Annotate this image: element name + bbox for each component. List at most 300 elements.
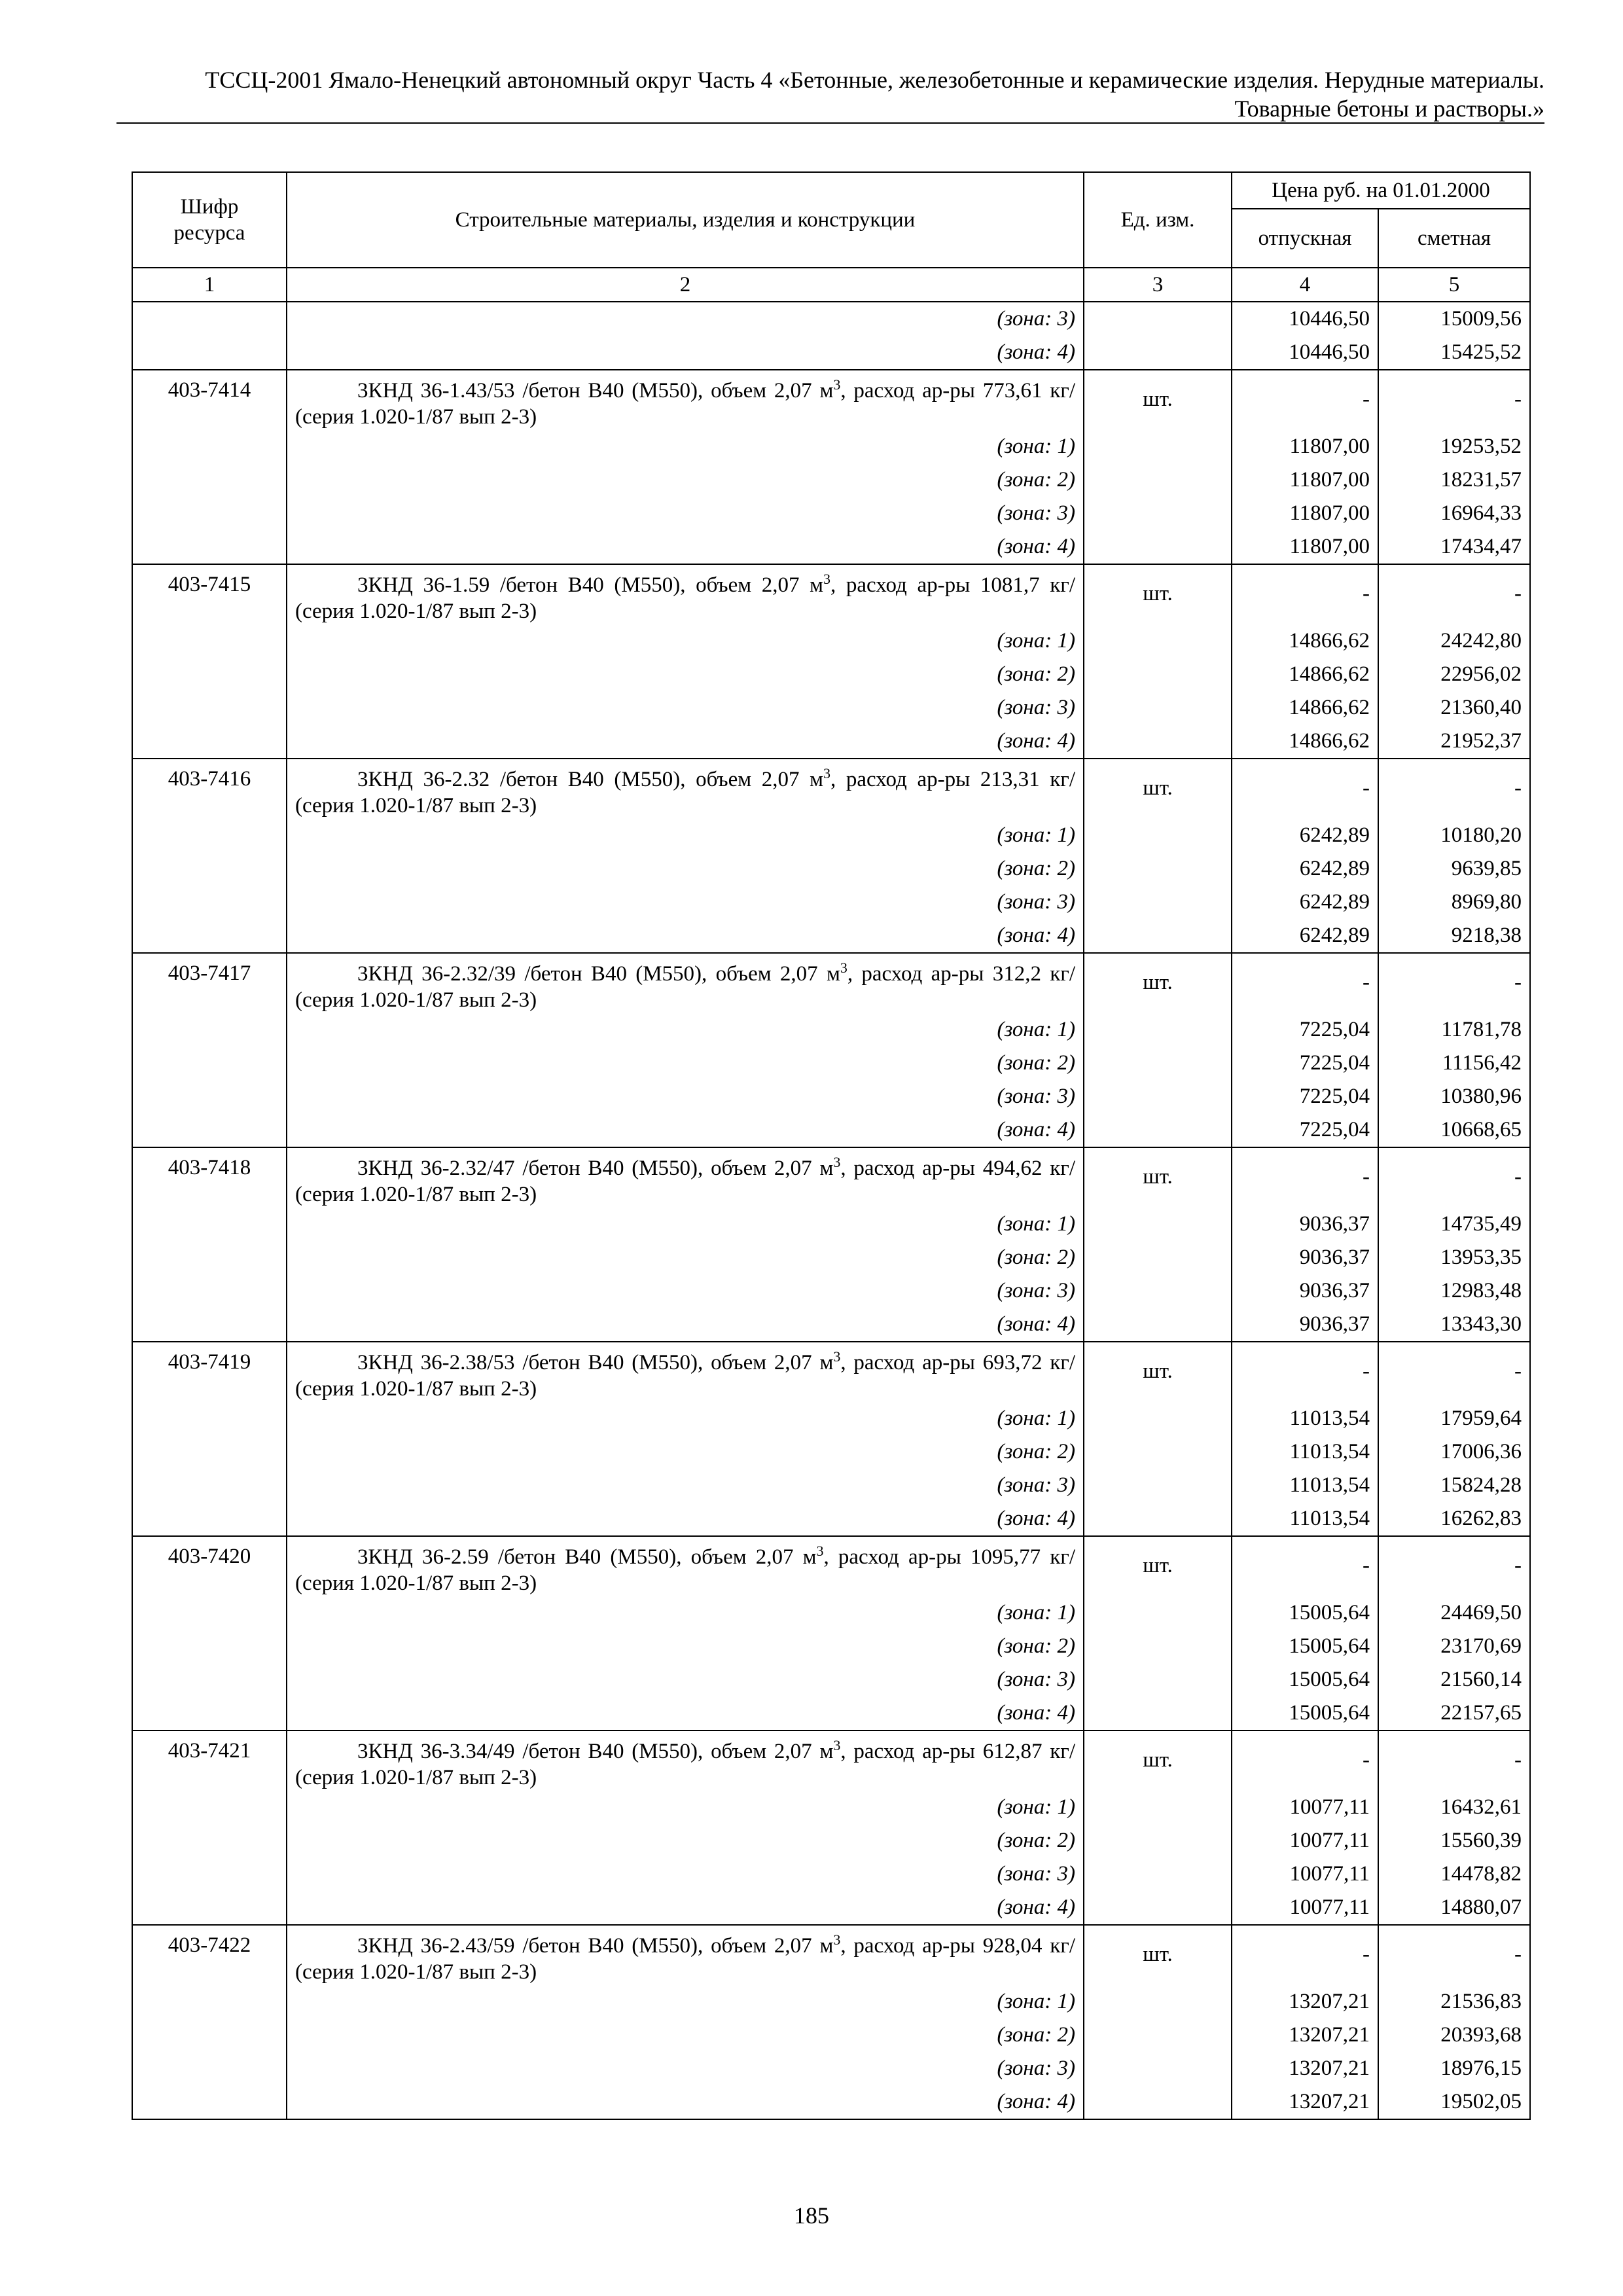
estimate-price: 17959,64 xyxy=(1378,1402,1530,1435)
zone-row xyxy=(132,1080,1530,1113)
unit-cell xyxy=(1084,430,1232,463)
description-text-cont: , расход ар-ры 693,72 кг/ (серия 1.020-1/87 вып 2-3) xyxy=(295,1351,1075,1401)
resource-description xyxy=(287,953,1084,1013)
resource-code: 403-7422 xyxy=(132,1925,287,1985)
unit-cell xyxy=(1084,1435,1232,1469)
unit-cell xyxy=(1084,497,1232,530)
unit-cell xyxy=(1084,725,1232,759)
zone-row xyxy=(132,1113,1530,1147)
unit-cell xyxy=(1084,2018,1232,2052)
zone-label: (зона: 1) xyxy=(287,430,1084,463)
unit-cell xyxy=(1084,1241,1232,1274)
resource-row xyxy=(132,1342,1530,1402)
estimate-price: 20393,68 xyxy=(1378,2018,1530,2052)
zone-row xyxy=(132,1502,1530,1536)
code-cell xyxy=(132,1596,287,1630)
zone-label: (зона: 1) xyxy=(287,1596,1084,1630)
zone-row xyxy=(132,1596,1530,1630)
estimate-price: 16432,61 xyxy=(1378,1791,1530,1824)
unit-cell xyxy=(1084,1080,1232,1113)
estimate-price: 13343,30 xyxy=(1378,1308,1530,1342)
release-price: 14866,62 xyxy=(1232,624,1378,658)
release-price: 14866,62 xyxy=(1232,691,1378,725)
code-cell xyxy=(132,2052,287,2085)
zone-label: (зона: 4) xyxy=(287,725,1084,759)
code-cell xyxy=(132,658,287,691)
unit-cell xyxy=(1084,919,1232,953)
zone-label: (зона: 1) xyxy=(287,819,1084,852)
estimate-price: - xyxy=(1378,759,1530,819)
estimate-price: 9639,85 xyxy=(1378,852,1530,886)
resource-row xyxy=(132,1925,1530,1985)
zone-row xyxy=(132,1469,1530,1502)
zone-label: (зона: 1) xyxy=(287,1013,1084,1047)
release-price: - xyxy=(1232,1147,1378,1208)
unit-cell xyxy=(1084,1402,1232,1435)
code-cell xyxy=(132,1985,287,2018)
zone-label: (зона: 2) xyxy=(287,1435,1084,1469)
unit-cell xyxy=(1084,1308,1232,1342)
zone-label: (зона: 3) xyxy=(287,1663,1084,1696)
zone-label: (зона: 3) xyxy=(287,497,1084,530)
estimate-price: 15009,56 xyxy=(1378,302,1530,336)
code-cell xyxy=(132,1435,287,1469)
unit-cell xyxy=(1084,624,1232,658)
col-header-unit: Ед. изм. xyxy=(1084,172,1232,268)
unit-cell xyxy=(1084,1047,1232,1080)
code-cell xyxy=(132,1047,287,1080)
zone-label: (зона: 1) xyxy=(287,624,1084,658)
release-price: 6242,89 xyxy=(1232,886,1378,919)
unit-cell xyxy=(1084,886,1232,919)
description-superscript: 3 xyxy=(833,1348,841,1365)
zone-row xyxy=(132,302,1530,336)
estimate-price: 15824,28 xyxy=(1378,1469,1530,1502)
description-text: 3КНД 36-2.32/39 /бетон В40 (М550), объем 2,07 м xyxy=(357,962,840,986)
estimate-price: 16964,33 xyxy=(1378,497,1530,530)
estimate-price: 10380,96 xyxy=(1378,1080,1530,1113)
release-price: 11013,54 xyxy=(1232,1469,1378,1502)
estimate-price: 16262,83 xyxy=(1378,1502,1530,1536)
estimate-price: 15560,39 xyxy=(1378,1824,1530,1857)
unit-of-measure: шт. xyxy=(1084,1925,1232,1985)
release-price: 13207,21 xyxy=(1232,2085,1378,2119)
release-price: 11807,00 xyxy=(1232,463,1378,497)
code-cell xyxy=(132,1080,287,1113)
zone-row xyxy=(132,1308,1530,1342)
zone-row xyxy=(132,852,1530,886)
release-price: 15005,64 xyxy=(1232,1596,1378,1630)
zone-label: (зона: 1) xyxy=(287,1402,1084,1435)
unit-of-measure: шт. xyxy=(1084,1536,1232,1596)
unit-of-measure: шт. xyxy=(1084,953,1232,1013)
zone-label: (зона: 3) xyxy=(287,2052,1084,2085)
release-price: 9036,37 xyxy=(1232,1274,1378,1308)
zone-label: (зона: 3) xyxy=(287,302,1084,336)
zone-row xyxy=(132,1208,1530,1241)
unit-cell xyxy=(1084,1857,1232,1891)
resource-description xyxy=(287,564,1084,624)
unit-cell xyxy=(1084,463,1232,497)
description-text: 3КНД 36-1.59 /бетон В40 (М550), объем 2,07 м xyxy=(357,573,824,597)
release-price: 10446,50 xyxy=(1232,302,1378,336)
estimate-price: 23170,69 xyxy=(1378,1630,1530,1663)
resource-row xyxy=(132,1731,1530,1791)
estimate-price: 24469,50 xyxy=(1378,1596,1530,1630)
resource-description xyxy=(287,1925,1084,1985)
unit-cell xyxy=(1084,1469,1232,1502)
description-text-cont: , расход ар-ры 213,31 кг/ (серия 1.020-1/87 вып 2-3) xyxy=(295,768,1075,817)
description-text-cont: , расход ар-ры 773,61 кг/ (серия 1.020-1/87 вып 2-3) xyxy=(295,379,1075,429)
resource-code: 403-7419 xyxy=(132,1342,287,1402)
zone-row xyxy=(132,497,1530,530)
resource-description xyxy=(287,1536,1084,1596)
estimate-price: 17006,36 xyxy=(1378,1435,1530,1469)
resource-description xyxy=(287,759,1084,819)
page-header xyxy=(116,65,1544,123)
description-superscript: 3 xyxy=(833,376,841,393)
zone-row xyxy=(132,624,1530,658)
zone-row xyxy=(132,463,1530,497)
unit-cell xyxy=(1084,1208,1232,1241)
unit-of-measure: шт. xyxy=(1084,1147,1232,1208)
code-cell xyxy=(132,336,287,370)
description-text: 3КНД 36-2.59 /бетон В40 (М550), объем 2,07 м xyxy=(357,1545,817,1569)
unit-cell xyxy=(1084,1891,1232,1925)
code-cell xyxy=(132,1241,287,1274)
release-price: 10077,11 xyxy=(1232,1824,1378,1857)
release-price: 11807,00 xyxy=(1232,497,1378,530)
unit-cell xyxy=(1084,1663,1232,1696)
release-price: 6242,89 xyxy=(1232,919,1378,953)
zone-row xyxy=(132,430,1530,463)
code-cell xyxy=(132,1696,287,1731)
resource-row xyxy=(132,564,1530,624)
zone-row xyxy=(132,530,1530,564)
code-cell xyxy=(132,1013,287,1047)
resource-code: 403-7416 xyxy=(132,759,287,819)
resource-code: 403-7417 xyxy=(132,953,287,1013)
zone-label: (зона: 4) xyxy=(287,919,1084,953)
unit-cell xyxy=(1084,1596,1232,1630)
zone-row xyxy=(132,1630,1530,1663)
unit-cell xyxy=(1084,691,1232,725)
unit-cell xyxy=(1084,2052,1232,2085)
column-number: 3 xyxy=(1084,268,1232,302)
code-cell xyxy=(132,2085,287,2119)
col-header-estimate: сметная xyxy=(1378,209,1530,268)
code-cell xyxy=(132,1824,287,1857)
zone-row xyxy=(132,1696,1530,1731)
estimate-price: 21360,40 xyxy=(1378,691,1530,725)
zone-label: (зона: 3) xyxy=(287,1857,1084,1891)
code-cell xyxy=(132,1857,287,1891)
resource-row xyxy=(132,953,1530,1013)
estimate-price: 19253,52 xyxy=(1378,430,1530,463)
zone-label: (зона: 1) xyxy=(287,1985,1084,2018)
unit-cell xyxy=(1084,336,1232,370)
col-header-code: Шифр ресурса xyxy=(132,172,287,268)
release-price: - xyxy=(1232,953,1378,1013)
resource-row xyxy=(132,1147,1530,1208)
unit-cell xyxy=(1084,2085,1232,2119)
unit-cell xyxy=(1084,1791,1232,1824)
release-price: 13207,21 xyxy=(1232,2018,1378,2052)
code-cell xyxy=(132,530,287,564)
unit-of-measure: шт. xyxy=(1084,564,1232,624)
release-price: - xyxy=(1232,370,1378,430)
estimate-price: 11156,42 xyxy=(1378,1047,1530,1080)
unit-cell xyxy=(1084,1985,1232,2018)
unit-cell xyxy=(1084,530,1232,564)
zone-row xyxy=(132,1891,1530,1925)
release-price: 14866,62 xyxy=(1232,725,1378,759)
zone-label: (зона: 4) xyxy=(287,1891,1084,1925)
description-text: 3КНД 36-2.38/53 /бетон В40 (М550), объем 2,07 м xyxy=(357,1351,834,1374)
zone-label: (зона: 3) xyxy=(287,886,1084,919)
zone-label: (зона: 3) xyxy=(287,1080,1084,1113)
unit-cell xyxy=(1084,1274,1232,1308)
zone-label: (зона: 2) xyxy=(287,2018,1084,2052)
zone-row xyxy=(132,1013,1530,1047)
code-cell xyxy=(132,919,287,953)
column-number: 1 xyxy=(132,268,287,302)
estimate-price: 18231,57 xyxy=(1378,463,1530,497)
column-number: 2 xyxy=(287,268,1084,302)
unit-cell xyxy=(1084,1824,1232,1857)
header-line-2: Товарные бетоны и растворы.» xyxy=(1234,96,1544,122)
code-cell xyxy=(132,1469,287,1502)
zone-row xyxy=(132,886,1530,919)
description-superscript: 3 xyxy=(823,571,831,587)
code-cell xyxy=(132,852,287,886)
code-cell xyxy=(132,691,287,725)
column-number: 5 xyxy=(1378,268,1530,302)
zone-label: (зона: 3) xyxy=(287,691,1084,725)
unit-cell xyxy=(1084,819,1232,852)
unit-cell xyxy=(1084,1113,1232,1147)
resource-description xyxy=(287,1731,1084,1791)
estimate-price: 15425,52 xyxy=(1378,336,1530,370)
code-cell xyxy=(132,725,287,759)
release-price: 15005,64 xyxy=(1232,1696,1378,1731)
unit-of-measure: шт. xyxy=(1084,1342,1232,1402)
zone-label: (зона: 4) xyxy=(287,1696,1084,1731)
code-cell xyxy=(132,624,287,658)
unit-cell xyxy=(1084,852,1232,886)
zone-label: (зона: 3) xyxy=(287,1469,1084,1502)
description-superscript: 3 xyxy=(840,960,847,976)
zone-row xyxy=(132,919,1530,953)
zone-label: (зона: 4) xyxy=(287,336,1084,370)
release-price: 9036,37 xyxy=(1232,1208,1378,1241)
estimate-price: 12983,48 xyxy=(1378,1274,1530,1308)
release-price: 9036,37 xyxy=(1232,1308,1378,1342)
code-cell xyxy=(132,1308,287,1342)
estimate-price: 14478,82 xyxy=(1378,1857,1530,1891)
release-price: 11807,00 xyxy=(1232,430,1378,463)
release-price: 10077,11 xyxy=(1232,1891,1378,1925)
estimate-price: 17434,47 xyxy=(1378,530,1530,564)
zone-label: (зона: 4) xyxy=(287,1308,1084,1342)
release-price: 15005,64 xyxy=(1232,1663,1378,1696)
release-price: 14866,62 xyxy=(1232,658,1378,691)
estimate-price: 21560,14 xyxy=(1378,1663,1530,1696)
release-price: 9036,37 xyxy=(1232,1241,1378,1274)
description-superscript: 3 xyxy=(823,765,831,781)
release-price: 11013,54 xyxy=(1232,1402,1378,1435)
zone-label: (зона: 1) xyxy=(287,1208,1084,1241)
description-text-cont: , расход ар-ры 494,62 кг/ (серия 1.020-1/87 вып 2-3) xyxy=(295,1157,1075,1206)
price-table xyxy=(132,171,1531,2120)
description-text-cont: , расход ар-ры 312,2 кг/ (серия 1.020-1/87 вып 2-3) xyxy=(295,962,1075,1012)
page-number: 185 xyxy=(794,2202,829,2229)
resource-code: 403-7415 xyxy=(132,564,287,624)
release-price: - xyxy=(1232,1342,1378,1402)
resource-code: 403-7414 xyxy=(132,370,287,430)
release-price: 10077,11 xyxy=(1232,1791,1378,1824)
code-cell xyxy=(132,1630,287,1663)
zone-label: (зона: 4) xyxy=(287,1502,1084,1536)
code-cell xyxy=(132,886,287,919)
header-line-1: ТССЦ-2001 Ямало-Ненецкий автономный округ Часть 4 «Бетонные, железобетонные и керамические изделия. Нерудные материалы. xyxy=(205,67,1544,93)
unit-cell xyxy=(1084,1630,1232,1663)
description-text-cont: , расход ар-ры 1081,7 кг/ (серия 1.020-1/87 вып 2-3) xyxy=(295,573,1075,623)
resource-row xyxy=(132,1536,1530,1596)
zone-row xyxy=(132,691,1530,725)
estimate-price: 22956,02 xyxy=(1378,658,1530,691)
zone-row xyxy=(132,1241,1530,1274)
code-cell xyxy=(132,1502,287,1536)
code-cell xyxy=(132,497,287,530)
release-price: 10446,50 xyxy=(1232,336,1378,370)
estimate-price: - xyxy=(1378,564,1530,624)
estimate-price: - xyxy=(1378,1925,1530,1985)
estimate-price: 21536,83 xyxy=(1378,1985,1530,2018)
zone-label: (зона: 2) xyxy=(287,1047,1084,1080)
zone-label: (зона: 4) xyxy=(287,2085,1084,2119)
release-price: 7225,04 xyxy=(1232,1080,1378,1113)
release-price: 13207,21 xyxy=(1232,1985,1378,2018)
description-superscript: 3 xyxy=(833,1154,841,1170)
zone-label: (зона: 2) xyxy=(287,1241,1084,1274)
release-price: - xyxy=(1232,759,1378,819)
resource-description xyxy=(287,1342,1084,1402)
zone-label: (зона: 2) xyxy=(287,1630,1084,1663)
code-cell xyxy=(132,1113,287,1147)
zone-row xyxy=(132,1663,1530,1696)
col-header-name: Строительные материалы, изделия и конструкции xyxy=(287,172,1084,268)
zone-label: (зона: 1) xyxy=(287,1791,1084,1824)
estimate-price: 10180,20 xyxy=(1378,819,1530,852)
zone-row xyxy=(132,1274,1530,1308)
estimate-price: - xyxy=(1378,1536,1530,1596)
release-price: 11013,54 xyxy=(1232,1435,1378,1469)
code-cell xyxy=(132,1663,287,1696)
code-cell xyxy=(132,430,287,463)
release-price: 11807,00 xyxy=(1232,530,1378,564)
release-price: 7225,04 xyxy=(1232,1013,1378,1047)
estimate-price: 14880,07 xyxy=(1378,1891,1530,1925)
description-text: 3КНД 36-1.43/53 /бетон В40 (М550), объем 2,07 м xyxy=(357,379,834,403)
zone-row xyxy=(132,1435,1530,1469)
estimate-price: 24242,80 xyxy=(1378,624,1530,658)
estimate-price: 22157,65 xyxy=(1378,1696,1530,1731)
zone-label: (зона: 2) xyxy=(287,463,1084,497)
zone-row xyxy=(132,1824,1530,1857)
unit-cell xyxy=(1084,1696,1232,1731)
release-price: - xyxy=(1232,1536,1378,1596)
zone-label: (зона: 4) xyxy=(287,1113,1084,1147)
col-header-price: Цена руб. на 01.01.2000 xyxy=(1232,172,1530,209)
release-price: 7225,04 xyxy=(1232,1113,1378,1147)
code-cell xyxy=(132,463,287,497)
estimate-price: 11781,78 xyxy=(1378,1013,1530,1047)
estimate-price: 21952,37 xyxy=(1378,725,1530,759)
release-price: 13207,21 xyxy=(1232,2052,1378,2085)
description-superscript: 3 xyxy=(833,1737,841,1753)
column-number: 4 xyxy=(1232,268,1378,302)
col-header-release: отпускная xyxy=(1232,209,1378,268)
estimate-price: 10668,65 xyxy=(1378,1113,1530,1147)
zone-row xyxy=(132,1857,1530,1891)
resource-code: 403-7421 xyxy=(132,1731,287,1791)
resource-code: 403-7420 xyxy=(132,1536,287,1596)
description-superscript: 3 xyxy=(833,1931,841,1948)
description-text: 3КНД 36-3.34/49 /бетон В40 (М550), объем 2,07 м xyxy=(357,1740,834,1763)
zone-row xyxy=(132,336,1530,370)
release-price: - xyxy=(1232,1731,1378,1791)
code-cell xyxy=(132,1402,287,1435)
zone-row xyxy=(132,1402,1530,1435)
description-text: 3КНД 36-2.32/47 /бетон В40 (М550), объем 2,07 м xyxy=(357,1157,834,1180)
table-body xyxy=(132,302,1530,2119)
description-text: 3КНД 36-2.32 /бетон В40 (М550), объем 2,07 м xyxy=(357,768,824,791)
code-cell xyxy=(132,1791,287,1824)
release-price: - xyxy=(1232,564,1378,624)
zone-row xyxy=(132,819,1530,852)
code-cell xyxy=(132,1891,287,1925)
unit-of-measure: шт. xyxy=(1084,370,1232,430)
resource-description xyxy=(287,1147,1084,1208)
unit-of-measure: шт. xyxy=(1084,1731,1232,1791)
description-text: 3КНД 36-2.43/59 /бетон В40 (М550), объем 2,07 м xyxy=(357,1934,834,1958)
description-superscript: 3 xyxy=(816,1543,824,1559)
estimate-price: 14735,49 xyxy=(1378,1208,1530,1241)
zone-row xyxy=(132,2018,1530,2052)
code-cell xyxy=(132,2018,287,2052)
estimate-price: - xyxy=(1378,1731,1530,1791)
zone-label: (зона: 2) xyxy=(287,852,1084,886)
zone-label: (зона: 3) xyxy=(287,1274,1084,1308)
column-numbers-row xyxy=(132,268,1530,302)
estimate-price: 9218,38 xyxy=(1378,919,1530,953)
release-price: - xyxy=(1232,1925,1378,1985)
release-price: 6242,89 xyxy=(1232,819,1378,852)
resource-code: 403-7418 xyxy=(132,1147,287,1208)
header-divider xyxy=(116,122,1544,124)
estimate-price: 8969,80 xyxy=(1378,886,1530,919)
estimate-price: - xyxy=(1378,1147,1530,1208)
code-cell xyxy=(132,1274,287,1308)
zone-label: (зона: 2) xyxy=(287,1824,1084,1857)
description-text-cont: , расход ар-ры 928,04 кг/ (серия 1.020-1/87 вып 2-3) xyxy=(295,1934,1075,1984)
zone-row xyxy=(132,1985,1530,2018)
unit-of-measure: шт. xyxy=(1084,759,1232,819)
description-text-cont: , расход ар-ры 612,87 кг/ (серия 1.020-1/87 вып 2-3) xyxy=(295,1740,1075,1789)
code-cell xyxy=(132,819,287,852)
unit-cell xyxy=(1084,658,1232,691)
